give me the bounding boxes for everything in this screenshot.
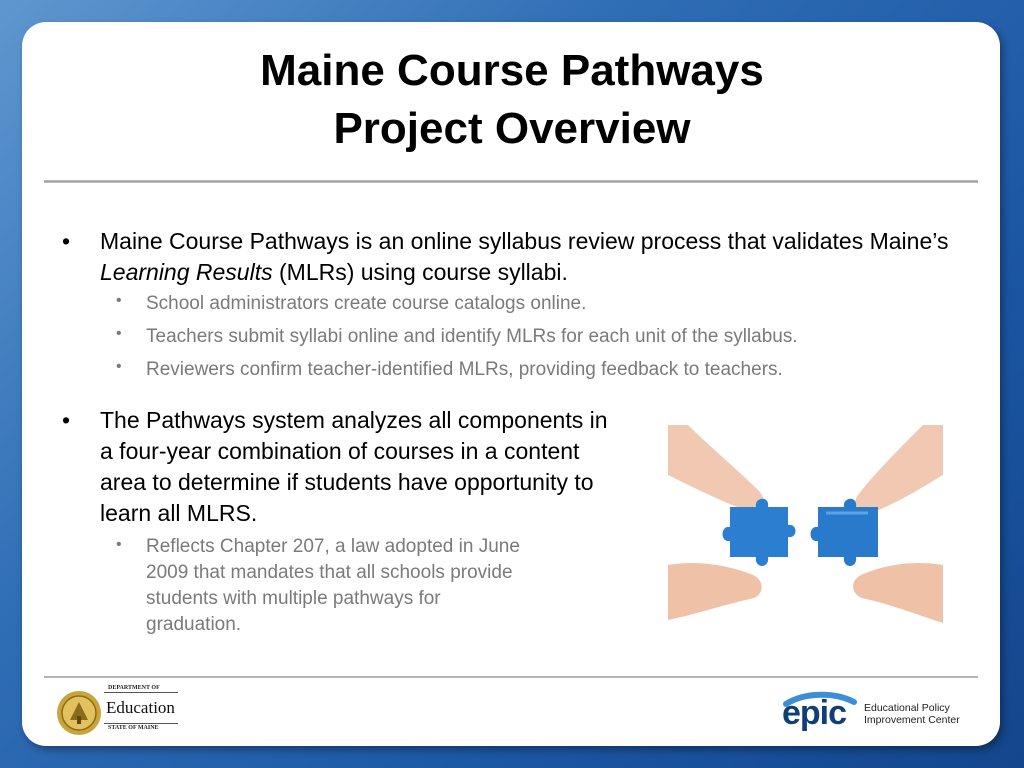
slide-title [0,42,1024,158]
bullet-2-text: The Pathways system analyzes all components in a four-year combination of courses in a content area to determine if students have opportunity to learn all MLRS. [100,407,608,526]
epic-line-2: Improvement Center [864,714,960,726]
title-line-1: Maine Course Pathways [260,46,764,95]
sub-bullet-1: School administrators create course catalogs online. [146,293,587,314]
sub-bullet-marker: • [116,325,122,342]
bullet-marker: • [62,407,71,433]
logo-main-text: Education [106,698,175,717]
sub-bullet-2: Teachers submit syllabi online and identify MLRs for each unit of the syllabus. [146,326,798,347]
bullet-1-text [100,226,970,288]
bottom-divider [44,676,978,678]
bullet-marker: • [62,228,71,254]
bullet-1-part-b: (MLRs) using course syllabi. [272,259,568,285]
sub-bullet-4-line: graduation. [146,614,242,635]
epic-line-1: Educational Policy [864,702,950,714]
epic-subtitle [864,702,960,726]
sub-bullet-4-line: 2009 that mandates that all schools provide [146,562,513,583]
sub-bullet-marker: • [116,358,122,375]
state-seal-icon [56,690,102,736]
logo-top-text: DEPARTMENT OF [108,685,160,691]
puzzle-hands-image [668,425,943,631]
sub-bullet-3: Reviewers confirm teacher-identified MLRs, providing feedback to teachers. [146,359,783,380]
bullet-1-part-a: Maine Course Pathways is an online syllabus review process that validates Maine’s [100,228,949,254]
maine-education-logo [56,685,186,740]
epic-brand-text: epic [782,694,847,732]
epic-logo [780,690,980,736]
sub-bullet-4 [146,534,616,638]
sub-bullet-4-line: Reflects Chapter 207, a law adopted in June [146,536,520,557]
sub-bullet-4-line: students with multiple pathways for [146,588,441,609]
title-line-2: Project Overview [333,104,691,153]
logo-bottom-text: STATE OF MAINE [108,725,159,731]
sub-bullet-marker: • [116,292,122,309]
sub-bullet-marker: • [116,536,122,553]
bullet-1-italic: Learning Results [100,259,273,285]
top-divider [44,180,978,183]
